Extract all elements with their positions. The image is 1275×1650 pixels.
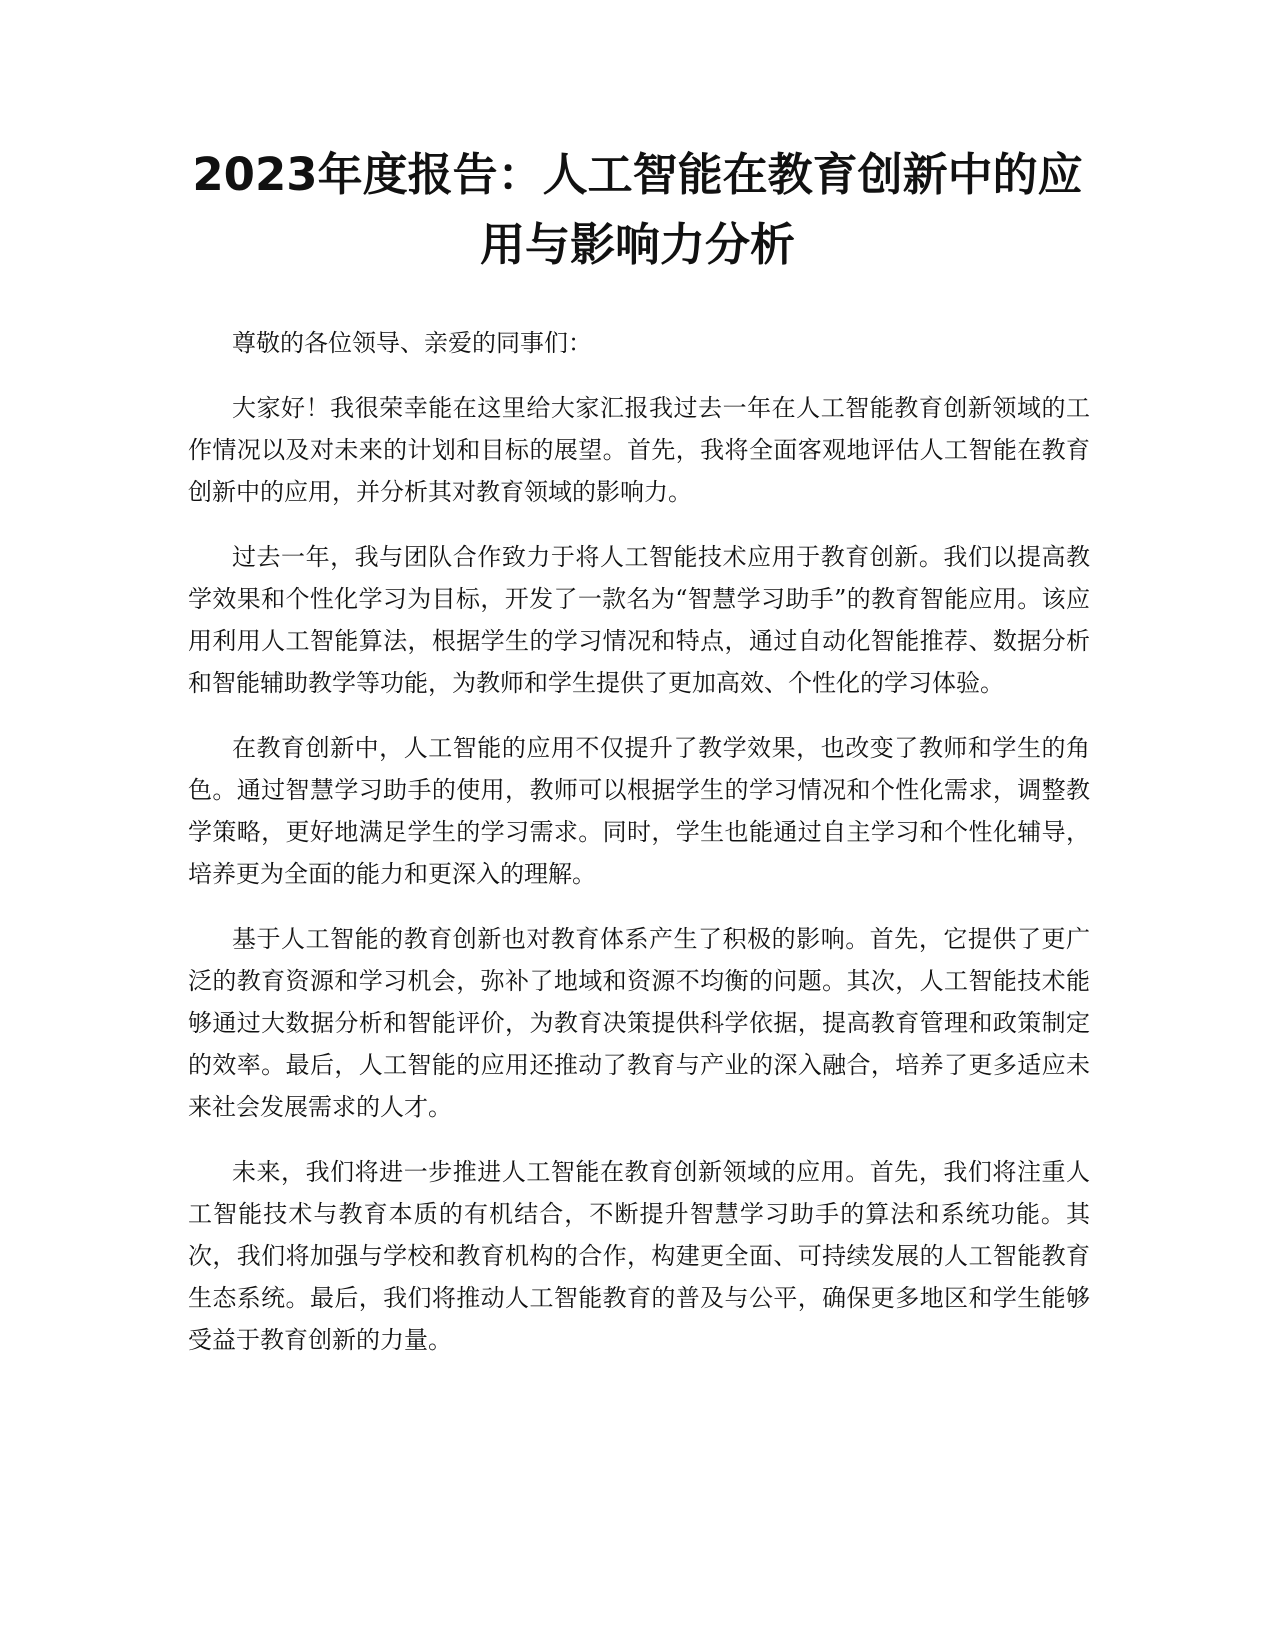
title-line-1: 2023年度报告：人工智能在教育创新中的应 [192,148,1083,201]
paragraph: 在教育创新中，人工智能的应用不仅提升了教学效果，也改变了教师和学生的角色。通过智慧学习助手的使用，教师可以根据学生的学习情况和个性化需求，调整教学策略，更好地满足学生的学习需求。同时，学生也能通过自主学习和个性化辅导，培养更为全面的能力和更深入的理解。 [188,734,1090,888]
document-title [150,140,1125,280]
paragraph: 大家好！我很荣幸能在这里给大家汇报我过去一年在人工智能教育创新领域的工作情况以及对未来的计划和目标的展望。首先，我将全面客观地评估人工智能在教育创新中的应用，并分析其对教育领域的影响力。 [188,394,1090,506]
paragraph: 未来，我们将进一步推进人工智能在教育创新领域的应用。首先，我们将注重人工智能技术与教育本质的有机结合，不断提升智慧学习助手的算法和系统功能。其次，我们将加强与学校和教育机构的合作，构建更全面、可持续发展的人工智能教育生态系统。最后，我们将推动人工智能教育的普及与公平，确保更多地区和学生能够受益于教育创新的力量。 [188,1158,1090,1354]
paragraph: 过去一年，我与团队合作致力于将人工智能技术应用于教育创新。我们以提高教学效果和个性化学习为目标，开发了一款名为“智慧学习助手”的教育智能应用。该应用利用人工智能算法，根据学生的学习情况和特点，通过自动化智能推荐、数据分析和智能辅助教学等功能，为教师和学生提供了更加高效、个性化的学习体验。 [188,543,1090,697]
salutation: 尊敬的各位领导、亲爱的同事们： [232,329,592,357]
title-line-2: 用与影响力分析 [479,218,795,271]
paragraph: 基于人工智能的教育创新也对教育体系产生了积极的影响。首先，它提供了更广泛的教育资源和学习机会，弥补了地域和资源不均衡的问题。其次，人工智能技术能够通过大数据分析和智能评价，为教育决策提供科学依据，提高教育管理和政策制定的效率。最后，人工智能的应用还推动了教育与产业的深入融合，培养了更多适应未来社会发展需求的人才。 [188,925,1090,1121]
document-body [188,322,1090,1384]
